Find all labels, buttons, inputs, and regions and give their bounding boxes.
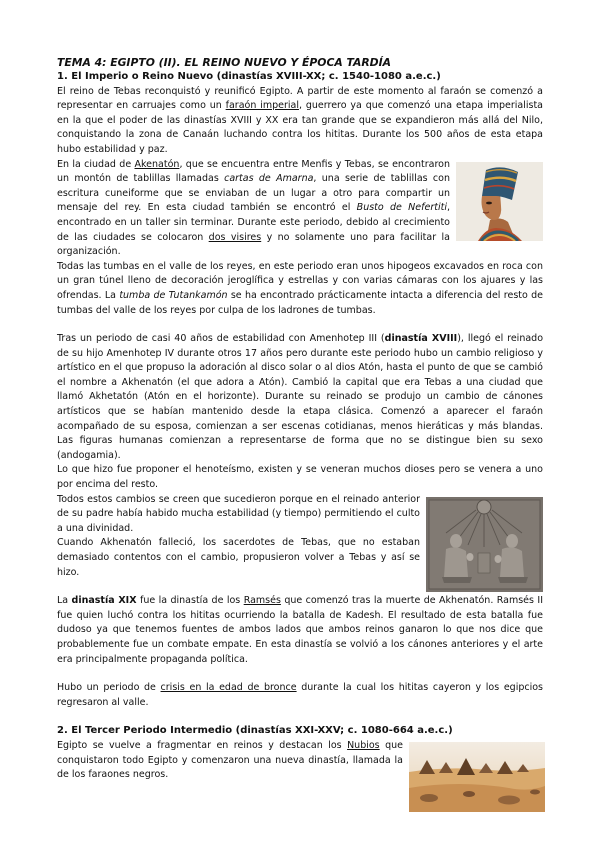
- paragraph-new-kingdom: [57, 85, 543, 158]
- paragraph-causes: Todos estos cambios se creen que sucedieron porque en el reinado anterior de su padre había habido mucha estabilidad (y tiempo) permitiendo el culto a una divinidad.: [57, 493, 420, 534]
- text: En la ciudad de: [57, 158, 135, 170]
- spacer: [57, 318, 543, 332]
- text: se ha encontrado prácticamente intacta a diferencia del resto de tumbas del valle de los reyes por culpa de los ladrones de tumbas.: [57, 289, 543, 316]
- text: y no solamente uno para facilitar la organización.: [57, 231, 450, 258]
- link-dos-visires[interactable]: dos visires: [208, 231, 262, 243]
- spacer: [57, 710, 543, 724]
- section-2-heading: 2. El Tercer Periodo Intermedio (dinastías XXI-XXV; c. 1080-664 a.e.c.): [57, 725, 453, 737]
- link-akenaton[interactable]: Akenatón: [134, 158, 180, 170]
- text: que comenzó tras la muerte de Akhenatón. Ramsés II fue quien luchó contra los hititas ocurriendo la batalla de Kadesh. El resultado de esta batalla fue dudoso ya que tenemos fuentes de ambos lados que ambos reinos ganaron lo que nos dice que probablemente fue un combate empate. En esta dinastía se volvió a los cánones anteriores y el arte era principalmente propaganda política.: [57, 595, 543, 665]
- paragraph-dynasty-xix: [57, 594, 543, 667]
- text-bold: dinastía XVIII: [384, 333, 458, 345]
- link-ramses[interactable]: Ramsés: [243, 595, 281, 607]
- spacer: [57, 667, 543, 681]
- text: El reino de Tebas reconquistó y reunificó Egipto. A partir de este momento al faraón se comenzó a representar en carruajes como un: [57, 85, 543, 112]
- paragraph-henoteismo: Lo que hizo fue proponer el henoteísmo, existen y se veneran muchos dioses pero se venera a uno por encima del resto.: [57, 464, 543, 491]
- text: durante la cual los hititas cayeron y los egipcios regresaron al valle.: [57, 682, 544, 708]
- text: Tras un periodo de casi 40 años de estabilidad con Amenhotep III (: [57, 333, 385, 345]
- paragraph-amenhotep: [57, 332, 543, 463]
- text: La: [57, 595, 72, 607]
- paragraph-return-tebas: Cuando Akhenatón falleció, los sacerdotes de Tebas, que no estaban demasiado contentos con el cambio, propusieron volver a Tebas y así se hizo.: [57, 537, 420, 578]
- link-crisis-bronce[interactable]: crisis en la edad de bronce: [160, 682, 297, 694]
- text: , que se encuentra entre Menfis y Tebas, se encontraron un montón de tablillas llamadas: [57, 158, 450, 185]
- text: , guerrero ya que comenzó una etapa imperialista en la que el poder de las dinastías XVIII y XX era tan grande que se expandieron más allá del Nilo, conquistando la zona de Canaán luchando contra los hititas. Durante los 500 años de esta etapa hubo estabilidad y paz.: [57, 100, 543, 155]
- text-italic: Busto de Nefertiti: [356, 202, 447, 214]
- section-1-heading: 1. El Imperio o Reino Nuevo (dinastías XVIII-XX; c. 1540-1080 a.e.c.): [57, 71, 441, 82]
- text: , una serie de tablillas con escritura cuneiforme que se enviaban de un lugar a otro para compartir un mensaje del rey. En esta ciudad también se encontró el: [57, 173, 450, 214]
- nubian-pyramids-image: [409, 742, 545, 812]
- text-bold: dinastía XIX: [71, 595, 137, 607]
- text: ), llegó el reinado de su hijo Amenhotep IV durante otros 17 años pero durante este periodo hubo un cambio religioso y artístico en el que propuso la adoración al disco solar o al dios Atón, hasta el punto de que se cambió el nombre a Akhenatón (el que adora a Atón). Cambió la capital que era Tebas a una ciudad que llamó Akhetatón (Atón en el horizonte). Durante su reinado se produjo un cambio de cánones artísticos que se habían mantenido desde la etapa clásica. Comenzó a aparecer el faraón acompañado de su esposa, comienzan a ser escenas cotidianas, menos hieráticas y más blandas. Las figuras humanas comienzan a representarse de forma que no se distingue bien su sexo (andogamia).: [57, 333, 544, 461]
- paragraph-bronze-crisis: [57, 681, 543, 710]
- link-nubios[interactable]: Nubios: [347, 739, 380, 751]
- text: que conquistaron todo Egipto y comenzaron una nueva dinastía, llamada la de los faraones negros.: [57, 739, 403, 781]
- link-faraon-imperial[interactable]: faraón imperial: [225, 100, 299, 112]
- akhenaten-relief-image: [426, 497, 543, 592]
- text: Todas las tumbas en el valle de los reyes, en este periodo eran unos hipogeos excavados en roca con un gran túnel lleno de decoración jeroglífica y estrellas y con varias cámaras con los ajuares y las ofrendas. La: [57, 260, 543, 301]
- page-title: TEMA 4: EGIPTO (II). EL REINO NUEVO Y ÉPOCA TARDÍA: [57, 56, 392, 69]
- text-italic: tumba de Tutankamón: [119, 289, 228, 301]
- nefertiti-bust-image: [456, 162, 543, 241]
- text-italic: cartas de Amarna: [224, 173, 314, 185]
- text: fue la dinastía de los: [136, 595, 244, 607]
- text: , encontrado en un taller sin terminar. Durante este periodo, debido al crecimiento de las ciudades se colocaron: [57, 202, 450, 243]
- text: Hubo un periodo de: [57, 682, 161, 694]
- text: Egipto se vuelve a fragmentar en reinos y destacan los: [57, 739, 348, 751]
- paragraph-tombs: [57, 260, 543, 318]
